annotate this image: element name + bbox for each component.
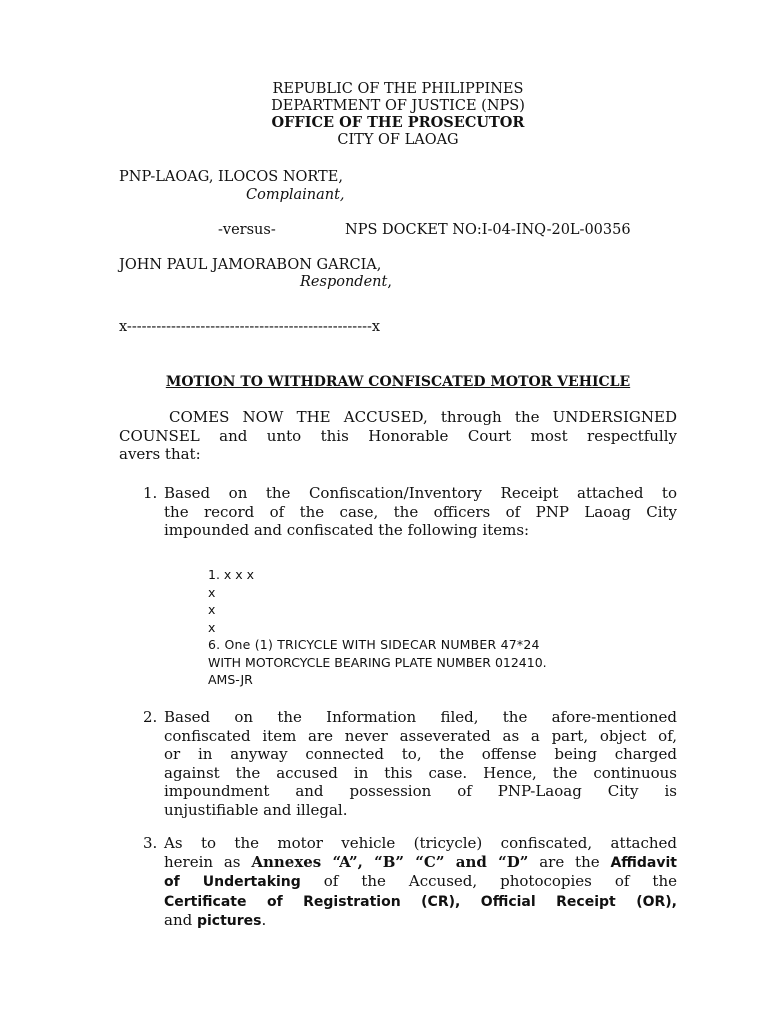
caption-separator: x--------------------------------------------------x	[119, 319, 381, 335]
header-office: OFFICE OF THE PROSECUTOR	[271, 114, 525, 131]
list-item: x	[208, 584, 216, 600]
p3-text-run: .	[261, 911, 267, 929]
header-republic: REPUBLIC OF THE PHILIPPINES	[272, 81, 524, 97]
p2-line-1: Based on the Information filed, the afore-mentioned	[164, 708, 677, 726]
motion-title: MOTION TO WITHDRAW CONFISCATED MOTOR VEHICLE	[165, 374, 631, 390]
complainant-role: Complainant,	[246, 187, 345, 203]
complainant-name: PNP-LAOAG, ILOCOS NORTE,	[119, 169, 343, 185]
affidavit-term: Affidavit	[610, 854, 677, 871]
p2-number: 2.	[143, 708, 158, 726]
p3-line-3	[164, 872, 677, 892]
p3-text-run: and	[164, 911, 197, 929]
respondent-comma: ,	[387, 274, 392, 290]
p2-text	[164, 708, 677, 819]
intro-line-3: avers that:	[119, 445, 201, 463]
p3-text-run: are the	[528, 852, 611, 871]
annexes-reference: Annexes “A”, “B” “C” and “D”	[251, 852, 529, 871]
p1-line-1: Based on the Confiscation/Inventory Receipt attached to	[164, 484, 677, 502]
p2-line-4: against the accused in this case. Hence, the continuous	[164, 763, 677, 782]
p2-line-5: impoundment and possession of PNP-Laoag City is	[164, 782, 677, 800]
p3-text-run: of the Accused, photocopies of the	[300, 872, 677, 890]
p3-text-run: herein as	[164, 852, 252, 871]
list-item: 6. One (1) TRICYCLE WITH SIDECAR NUMBER 47*24	[208, 637, 540, 652]
respondent-name: JOHN PAUL JAMORABON GARCIA,	[119, 257, 382, 273]
intro-line-2: COUNSEL and unto this Honorable Court most respectfully	[119, 426, 677, 445]
p2-line-6: unjustifiable and illegal.	[164, 800, 348, 819]
docket-number: NPS DOCKET NO:I-04-INQ-20L-00356	[345, 222, 631, 238]
respondent-role: Respondent	[300, 274, 388, 290]
intro-line-1: COMES NOW THE ACCUSED, through the UNDERSIGNED	[169, 408, 677, 426]
p2-line-3: or in anyway connected to, the offense being charged	[164, 745, 677, 763]
intro-paragraph	[119, 408, 677, 464]
p3-number: 3.	[143, 834, 158, 852]
p1-number: 1.	[143, 484, 158, 502]
confiscated-items-list	[208, 566, 678, 689]
undertaking-term: of Undertaking	[164, 874, 301, 890]
p3-text	[164, 834, 677, 931]
p3-line-1: As to the motor vehicle (tricycle) confiscated, attached	[164, 834, 677, 852]
versus-label: -versus-	[218, 222, 276, 238]
list-item: AMS-JR	[208, 672, 253, 687]
header-city: CITY OF LAOAG	[337, 132, 459, 148]
p1-text	[164, 484, 677, 540]
list-item: x	[208, 602, 216, 617]
p3-line-2	[164, 853, 677, 873]
p1-line-3: impounded and confiscated the following items:	[164, 521, 530, 539]
list-item: x	[208, 619, 216, 635]
list-item: WITH MOTORCYCLE BEARING PLATE NUMBER 012410.	[208, 654, 547, 670]
list-item: 1. x x x	[208, 567, 255, 582]
respondent-role-line	[300, 273, 392, 291]
header-department: DEPARTMENT OF JUSTICE (NPS)	[271, 98, 525, 114]
certificate-term: Certificate of Registration (CR), Official Receipt (OR),	[164, 893, 677, 910]
p2-line-2: confiscated item are never asseverated as a part, object of,	[164, 726, 677, 745]
p3-line-5	[164, 911, 677, 931]
pictures-term: pictures	[196, 913, 262, 929]
p3-line-4	[164, 892, 677, 912]
p1-line-2: the record of the case, the officers of PNP Laoag City	[164, 502, 677, 521]
